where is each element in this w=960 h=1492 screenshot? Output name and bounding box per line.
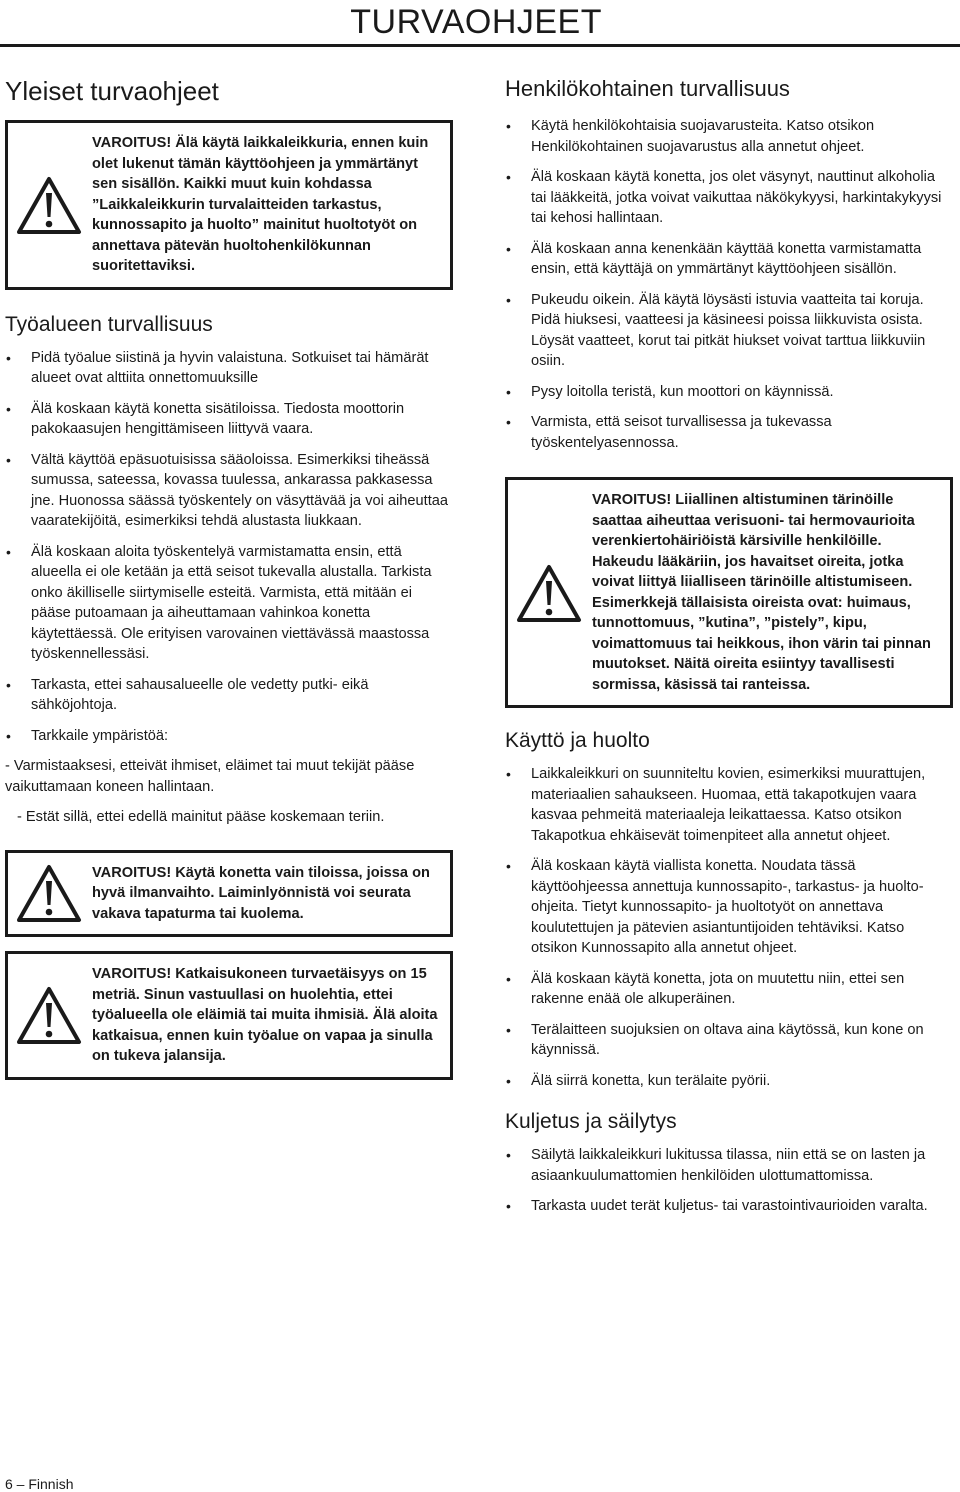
warning-text-3: VAROITUS! Katkaisukoneen turvaetäisyys on 15 metriä. Sinun vastuullasi on huolehtia, ettei työalueella ole eläimiä tai muita ihmisiä. Älä aloita katkaisua, ennen kuin työalue on vapaa ja sinulla on tukeva jalansija.: [92, 966, 438, 1064]
bullet-icon: •: [506, 169, 511, 185]
warning-box-3: [5, 951, 453, 1080]
warning-text-4: VAROITUS! Liiallinen altistuminen tärinöille saattaa aiheuttaa verisuoni- tai hermovaurioita verenkiertohäiriöistä kärsiville henkilöille. Hakeudu lääkäriin, jos havaitset oireita, jotka voivat liittyä liialliseen tärinöille altistumiseen. Esimerkkejä tällaisista oireista ovat: huimaus, tunnottomuus, ”kutina”, ”pistely”, kipu, voimattomuus tai heikkous, ihon värin tai pinnan muutokset. Näitä oireita esiintyy tavallisesti sormissa, käsissä tai ranteissa.: [592, 492, 931, 693]
warning-triangle-icon: [16, 985, 82, 1045]
bullet-icon: •: [506, 383, 511, 400]
list-item: • Vältä käyttöä epäsuotuisissa sääoloissa. Esimerkiksi tiheässä sumussa, sateessa, kovassa tuulessa, ankarassa pakkasessa jne. Huonossa säässä työskentely on väsyttävää ja voi aiheuttaa vaaratekijöitä, esimerkiksi tehdä alustasta liukkaan.: [6, 451, 448, 529]
bullet-icon: •: [506, 1147, 511, 1163]
main-title: Yleiset turvaohjeet: [5, 76, 219, 106]
page-header: [0, 0, 960, 50]
list-item: • Älä koskaan aloita työskentelyä varmistamatta ensin, että alueella ei ole ketään ja että seisot tukevalla alustalla. Tarkista onko äkilliselle siirtymiselle esteitä. Varmista, että mitään ei pääse putoamaan ja aiheuttamaan vahinkoa konetta käytettäessä. Ole erityisen varovainen viettävässä maastossa työskennellessäsi.: [6, 543, 432, 662]
list-item: • Älä siirrä konetta, kun terälaite pyörii.: [505, 1071, 953, 1092]
warning-triangle-icon: [16, 175, 82, 235]
warning-text-2: VAROITUS! Käytä konetta vain tiloissa, joissa on hyvä ilmanvaihto. Laiminlyönnistä voi seurata vakava tapaturma tai kuolema.: [92, 864, 430, 922]
list-item: • Laikkaleikkuri on suunniteltu kovien, esimerkiksi muurattujen, materiaalien sahaukseen. Huomaa, että takapotkujen vaara kasvaa pehmeitä materiaaleja leikattaessa. Katso otsikon Takapotkua ehkäisevät toimenpiteet alla annetut ohjeet.: [506, 766, 926, 844]
dash-text-1: - Varmistaaksesi, etteivät ihmiset, eläimet tai muut tekijät pääse vaikuttamaan koneen hallintaan.: [5, 758, 415, 795]
bullet-icon: •: [6, 400, 11, 417]
list-item: • Älä koskaan käytä konetta, jos olet väsynyt, nauttinut alkoholia tai lääkkeitä, jotka voivat vaikuttaa näkökykyysi, harkintakykyysi tai kehosi hallintaan.: [506, 169, 942, 226]
section-title-personal-safety: Henkilökohtainen turvallisuus: [505, 76, 790, 101]
page-footer: 6 – Finnish: [5, 1476, 74, 1492]
bullet-icon: •: [6, 727, 11, 744]
list-item: • Pysy loitolla teristä, kun moottori on käynnissä.: [505, 382, 953, 403]
personal-safety-list: [505, 116, 953, 453]
warning-box-2: [5, 850, 453, 938]
bullet-icon: •: [506, 118, 511, 134]
warning-box-1: [5, 120, 453, 290]
transport-storage-list: [505, 1145, 953, 1217]
left-column: [5, 70, 453, 1094]
bullet-icon: •: [506, 766, 511, 782]
warning-triangle-icon: [516, 563, 582, 623]
bullet-icon: •: [6, 451, 11, 468]
warning-text-1: VAROITUS! Älä käytä laikkaleikkuria, ennen kuin olet lukenut tämän käyttöohjeen ja ymmärtänyt sen sisällön. Kaikki muut kuin kohdassa ”Laikkaleikkurin turvalaitteiden tarkastus, kunnossapito ja huolto” mainitut huoltotyöt on annettava pätevän huoltohenkilökunnan suoritettaviksi.: [92, 135, 429, 274]
section-title-transport-storage: Kuljetus ja säilytys: [505, 1110, 677, 1133]
bullet-icon: •: [506, 240, 511, 257]
work-area-list: [5, 348, 453, 747]
use-maintenance-list: [505, 764, 953, 1091]
list-item: • Älä koskaan käytä konetta sisätiloissa. Tiedosta moottorin pakokaasujen hengittämiseen liittyvä vaara.: [6, 400, 405, 437]
list-item: • Varmista, että seisot turvallisessa ja tukevassa työskentelyasennossa.: [506, 414, 832, 451]
bullet-icon: •: [6, 349, 11, 366]
list-item: • Säilytä laikkaleikkuri lukitussa tilassa, niin että se on lasten ja asiaankuulumattomien henkilöiden ulottumattomissa.: [506, 1147, 926, 1184]
bullet-icon: •: [506, 291, 511, 308]
list-item: • Käytä henkilökohtaisia suojavarusteita. Katso otsikon Henkilökohtainen suojavarustus alla annetut ohjeet.: [506, 118, 875, 155]
bullet-icon: •: [506, 414, 511, 430]
list-item: • Pukeudu oikein. Älä käytä löysästi istuvia vaatteita tai koruja. Pidä hiuksesi, vaatteesi ja käsineesi poissa liikkuvista osista. Löysät vaatteet, korut tai pitkät hiukset voivat tarttua liikkuviin osiin.: [506, 291, 926, 369]
list-item: • Pidä työalue siistinä ja hyvin valaistuna. Sotkuiset tai hämärät alueet ovat alttiita onnettomuuksille: [6, 349, 429, 386]
bullet-icon: •: [506, 1021, 511, 1038]
list-item: • Älä koskaan käytä konetta, jota on muutettu niin, ettei sen rakenne enää ole alkuperäinen.: [506, 970, 905, 1007]
bullet-icon: •: [506, 970, 511, 987]
list-item: • Tarkasta uudet terät kuljetus- tai varastointivaurioiden varalta.: [505, 1196, 953, 1217]
list-item: • Älä koskaan käytä viallista konetta. Noudata tässä käyttöohjeessa annettuja kunnossapito-, tarkastus- ja huolto-ohjeita. Tietyt kunnossapito- ja huoltotyöt on annettava koulutettujen ja pätevien asiantuntijoiden tehtäviksi. Katso otsikon Kunnossapito alla annetut ohjeet.: [506, 858, 924, 956]
bullet-icon: •: [506, 1198, 511, 1214]
list-item: • Älä koskaan anna kenenkään käyttää konetta varmistamatta ensin, että käyttäjä on ymmärtänyt käyttöohjeen sisällön.: [506, 240, 922, 277]
bullet-icon: •: [6, 543, 11, 560]
dash-text-2: - Estät sillä, ettei edellä mainitut pääse koskemaan teriin.: [17, 809, 385, 825]
list-item: • Tarkkaile ympäristöä:: [5, 726, 453, 747]
section-title-work-area: Työalueen turvallisuus: [5, 312, 213, 336]
page-title: TURVAOHJEET: [350, 3, 602, 41]
bullet-icon: •: [506, 858, 511, 874]
warning-triangle-icon: [16, 863, 82, 923]
bullet-icon: •: [6, 676, 11, 693]
header-rule: [0, 44, 960, 47]
section-title-use-maintenance: Käyttö ja huolto: [505, 729, 650, 752]
list-item: • Terälaitteen suojuksien on oltava aina käytössä, kun kone on käynnissä.: [506, 1021, 924, 1058]
warning-box-4: [505, 477, 953, 708]
right-column: [505, 70, 953, 1227]
bullet-icon: •: [506, 1072, 511, 1089]
list-item: • Tarkasta, ettei sahausalueelle ole vedetty putki- eikä sähköjohtoja.: [6, 676, 369, 713]
